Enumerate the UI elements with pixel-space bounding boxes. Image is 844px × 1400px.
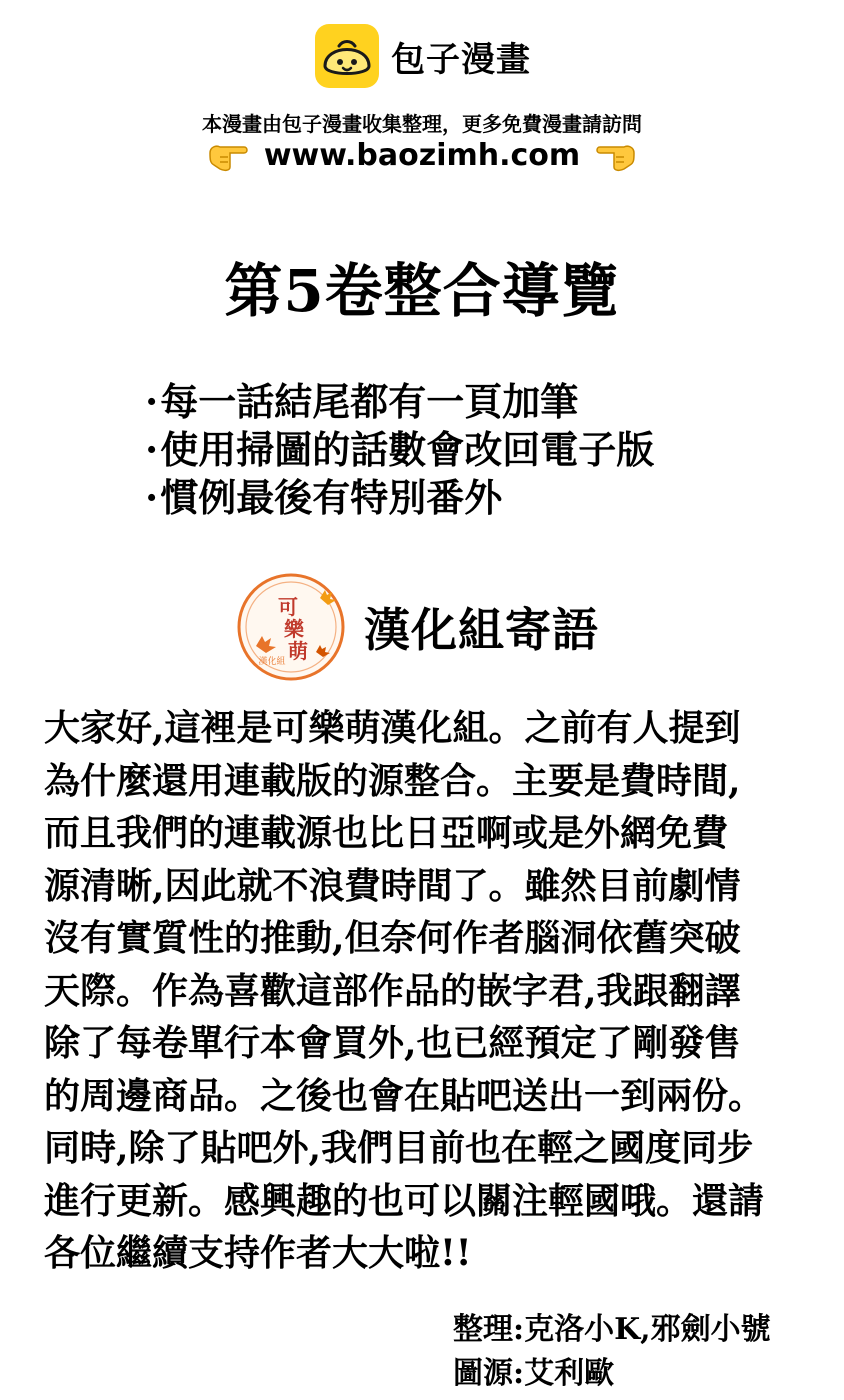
brand-header bbox=[0, 22, 844, 90]
site-url-link[interactable]: www.baozimh.com bbox=[263, 138, 581, 173]
bun-mascot-icon bbox=[313, 22, 381, 90]
credit-editors: 整理:克洛小K,邪劍小號 bbox=[453, 1312, 771, 1347]
note-item: · 每一話結尾都有一頁加筆 bbox=[145, 378, 654, 426]
message-line: 的周邊商品。之後也會在貼吧送出一到兩份。 bbox=[44, 1074, 765, 1117]
note-item: · 慣例最後有特別番外 bbox=[145, 474, 654, 522]
message-line: 同時,除了貼吧外,我們目前也在輕之國度同步 bbox=[44, 1127, 754, 1169]
collection-notice: 本漫畫由包子漫畫收集整理，更多免費漫畫請訪問 bbox=[202, 112, 642, 136]
message-line: 各位繼續支持作者大大啦!! bbox=[44, 1232, 472, 1274]
credit-image-source: 圖源:艾利歐 bbox=[453, 1356, 615, 1391]
message-line: 進行更新。感興趣的也可以關注輕國哦。還請 bbox=[44, 1179, 765, 1222]
pointing-hand-right-icon bbox=[206, 139, 250, 173]
message-line: 天際。作為喜歡這部作品的嵌字君,我跟翻譯 bbox=[44, 969, 741, 1012]
group-heading bbox=[232, 568, 599, 686]
message-line: 沒有實質性的推動,但奈何作者腦洞依舊突破 bbox=[44, 917, 741, 959]
group-heading-title: 漢化組寄語 bbox=[364, 603, 599, 657]
message-line: 為什麼還用連載版的源整合。主要是費時間, bbox=[44, 759, 741, 802]
seal-char-3: 萌 bbox=[288, 639, 308, 663]
maple-leaf-seal-icon bbox=[232, 568, 350, 686]
message-line: 源清晰,因此就不浪費時間了。雖然目前劇情 bbox=[44, 864, 741, 907]
volume-notes-list bbox=[145, 378, 654, 522]
message-line: 而且我們的連載源也比日亞啊或是外網免費 bbox=[44, 812, 729, 854]
seal-char-2: 樂 bbox=[284, 617, 304, 641]
site-link-row bbox=[0, 138, 844, 173]
seal-char-1: 可 bbox=[278, 595, 298, 619]
seal-subtext: 漢化組 bbox=[258, 657, 286, 667]
message-line: 除了每卷單行本會買外,也已經預定了剛發售 bbox=[44, 1022, 741, 1064]
note-item: · 使用掃圖的話數會改回電子版 bbox=[145, 426, 654, 474]
group-message bbox=[44, 702, 824, 1280]
pointing-hand-left-icon bbox=[594, 139, 638, 173]
page-title: 第5卷整合導覽 bbox=[224, 257, 620, 325]
credits bbox=[453, 1308, 771, 1396]
message-line: 大家好,這裡是可樂萌漢化組。之前有人提到 bbox=[44, 707, 741, 749]
brand-name: 包子漫畫 bbox=[391, 39, 531, 80]
